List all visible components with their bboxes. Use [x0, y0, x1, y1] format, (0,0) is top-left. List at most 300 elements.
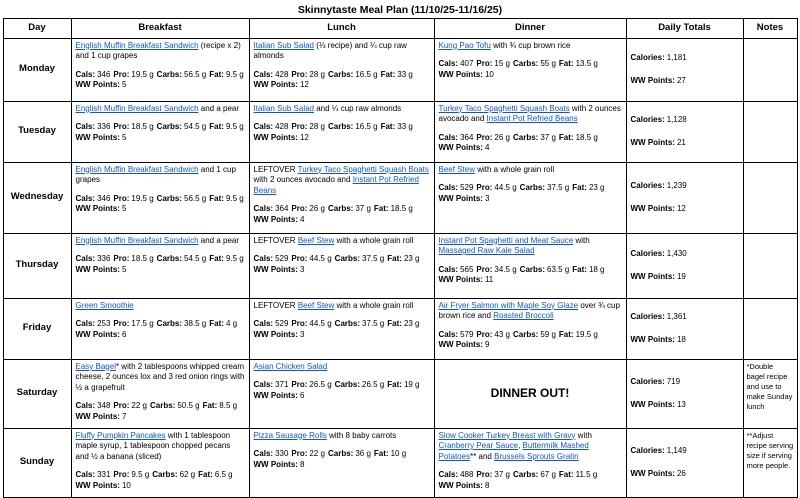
meal-description: [254, 104, 430, 115]
stat-value: 18.5 g: [131, 254, 154, 264]
meal-description: [439, 236, 622, 257]
day-cell: Wednesday: [3, 162, 71, 233]
meal-text: (recipe x 2) and 1 cup grapes: [75, 40, 241, 61]
stat-value: 18.5 g: [131, 122, 154, 132]
nutrition-stats: [76, 319, 245, 340]
stat-label: Cals:: [438, 329, 459, 339]
meal-description: [76, 236, 245, 247]
totals-value: 13: [676, 399, 686, 409]
stat-value: 8: [484, 480, 490, 490]
daily-totals-cell: [626, 428, 743, 497]
page-title: Skinnytaste Meal Plan (11/10/25-11/16/25): [297, 4, 503, 16]
breakfast-cell: [71, 359, 249, 428]
stat-label: Fat:: [558, 132, 574, 142]
recipe-link[interactable]: Fluffy Pumpkin Pancakes: [75, 430, 166, 440]
stat-label: WW Points:: [75, 411, 120, 421]
stat-value: 19.5 g: [575, 329, 598, 339]
stat-value: 17.5 g: [131, 319, 154, 329]
stat-label: Fat:: [387, 319, 402, 329]
stat-label: Carbs:: [519, 183, 546, 193]
stat-value: 37.5 g: [547, 183, 570, 193]
nutrition-stats: [254, 70, 430, 91]
stat-value: 54.5 g: [184, 254, 207, 264]
daily-totals-cell: [626, 359, 743, 428]
dinner-cell: [434, 101, 626, 162]
stat-label: Cals:: [75, 193, 96, 203]
stat-value: 28 g: [309, 69, 325, 79]
stat-label: Fat:: [572, 264, 587, 274]
stat-value: 12: [299, 80, 309, 90]
dinner-out-text: DINNER OUT!: [490, 385, 570, 400]
lunch-cell: [249, 359, 434, 428]
totals-value: 26: [676, 468, 686, 478]
lunch-cell: [249, 233, 434, 298]
stat-value: 19.5 g: [131, 69, 154, 79]
nutrition-stats: [76, 401, 245, 422]
stat-label: Pro:: [113, 401, 130, 411]
stat-label: WW Points:: [253, 214, 298, 224]
stat-value: 3: [299, 329, 305, 339]
stat-label: Carbs:: [328, 69, 354, 79]
daily-totals-cell: [626, 38, 743, 101]
stat-label: Fat:: [373, 449, 389, 459]
day-cell: Saturday: [3, 359, 71, 428]
totals-label: Calories:: [630, 180, 665, 190]
stat-label: WW Points:: [75, 480, 120, 490]
stat-label: Fat:: [209, 193, 224, 203]
totals-value: 1,430: [666, 248, 687, 258]
recipe-link[interactable]: Italian Sub Salad: [253, 103, 314, 113]
meal-text: with 8 baby carrots: [326, 430, 397, 440]
recipe-link[interactable]: Roasted Broccoli: [493, 311, 554, 321]
breakfast-cell: [71, 233, 249, 298]
stat-label: WW Points:: [253, 132, 298, 142]
stat-value: 565: [460, 264, 474, 274]
daily-totals-cell: [626, 101, 743, 162]
stat-value: 9.5 g: [131, 470, 150, 480]
stat-value: 18.5 g: [390, 204, 413, 214]
stat-label: Fat:: [380, 122, 396, 132]
recipe-link[interactable]: Kung Pao Tofu: [438, 40, 491, 50]
stat-label: Cals:: [253, 449, 274, 459]
stat-value: 26.5 g: [362, 380, 385, 390]
nutrition-stats: [254, 380, 430, 401]
table-row: [3, 233, 797, 298]
totals-value: 1,149: [666, 445, 687, 455]
recipe-link[interactable]: Slow Cooker Turkey Breast with Gravy: [438, 430, 576, 440]
stat-label: Cals:: [253, 204, 274, 214]
stat-label: Fat:: [558, 470, 574, 480]
day-cell: Monday: [3, 38, 71, 101]
recipe-link[interactable]: Asian Chicken Salad: [253, 361, 328, 371]
stat-value: 10 g: [390, 449, 407, 459]
stat-value: 5: [121, 264, 127, 274]
stat-label: Pro:: [291, 254, 308, 264]
stat-label: Cals:: [438, 470, 459, 480]
stat-value: 55 g: [540, 59, 556, 69]
nutrition-stats: [254, 204, 430, 225]
stat-value: 67 g: [540, 470, 556, 480]
recipe-link[interactable]: English Muffin Breakfast Sandwich: [75, 164, 199, 174]
stat-value: 10: [484, 69, 494, 79]
breakfast-cell: [71, 298, 249, 359]
lunch-cell: [249, 162, 434, 233]
stat-value: 364: [275, 204, 289, 214]
stat-label: Fat:: [202, 401, 218, 411]
stat-value: 26 g: [309, 204, 325, 214]
stat-value: 16.5 g: [355, 69, 378, 79]
nutrition-stats: [254, 254, 430, 275]
stat-label: WW Points:: [253, 264, 298, 274]
nutrition-stats: [439, 133, 622, 154]
meal-description: [76, 431, 245, 463]
breakfast-cell: [71, 162, 249, 233]
notes-cell: [743, 298, 797, 359]
recipe-link[interactable]: Air Fryer Salmon with Maple Soy Glaze: [438, 300, 579, 310]
meal-description: [439, 41, 622, 52]
stat-label: WW Points:: [75, 204, 120, 214]
meal-description: [254, 41, 430, 62]
stat-label: Carbs:: [156, 69, 183, 79]
stat-label: Carbs:: [334, 380, 361, 390]
stat-label: Fat:: [558, 59, 574, 69]
table-row: [3, 162, 797, 233]
stat-value: 336: [97, 122, 111, 132]
stat-value: 9: [484, 340, 490, 350]
nutrition-stats: [439, 183, 622, 204]
stat-label: Fat:: [198, 470, 213, 480]
meal-description: [254, 431, 430, 442]
meal-rows: [3, 38, 797, 497]
stat-label: Pro:: [291, 122, 308, 132]
totals-value: 719: [666, 376, 681, 386]
meal-description: [76, 104, 245, 115]
column-header-day: Day: [3, 19, 71, 39]
stat-value: 11: [484, 275, 494, 285]
day-cell: Sunday: [3, 428, 71, 497]
stat-label: Carbs:: [156, 193, 183, 203]
nutrition-stats: [439, 265, 622, 286]
stat-label: Carbs:: [513, 132, 539, 142]
stat-label: Pro:: [113, 254, 130, 264]
stat-label: WW Points:: [253, 80, 298, 90]
totals-label: Calories:: [630, 52, 665, 62]
stat-label: Fat:: [209, 122, 224, 132]
stat-value: 26 g: [494, 132, 510, 142]
stat-value: 56.5 g: [184, 69, 207, 79]
stat-label: Cals:: [438, 264, 459, 274]
stat-value: 9.5 g: [225, 193, 244, 203]
stat-value: 37 g: [494, 470, 510, 480]
meal-description: [254, 301, 430, 312]
stat-value: 18 g: [588, 264, 605, 274]
stat-value: 26.5 g: [309, 380, 332, 390]
recipe-link[interactable]: English Muffin Breakfast Sandwich: [75, 103, 199, 113]
stat-label: Pro:: [476, 183, 493, 193]
stat-value: 56.5 g: [184, 193, 207, 203]
nutrition-stats: [254, 319, 430, 340]
recipe-link[interactable]: Pizza Sausage Rolls: [253, 430, 327, 440]
dinner-cell: [434, 38, 626, 101]
nutrition-stats: [76, 122, 245, 143]
totals-value: 21: [676, 137, 686, 147]
totals-value: 18: [676, 334, 686, 344]
stat-value: 8: [299, 459, 305, 469]
meal-text: ,: [518, 441, 523, 451]
meal-description: [439, 165, 622, 176]
meal-description: [254, 236, 430, 247]
stat-label: Fat:: [387, 380, 402, 390]
stat-label: Carbs:: [152, 470, 178, 480]
stat-label: Pro:: [476, 329, 493, 339]
nutrition-stats: [439, 330, 622, 351]
day-cell: Friday: [3, 298, 71, 359]
meal-text: with a whole grain roll: [474, 164, 555, 174]
dinner-cell: [434, 428, 626, 497]
stat-value: 346: [97, 193, 111, 203]
stat-value: 11.5 g: [575, 470, 598, 480]
recipe-link[interactable]: Cranberry Pear Sauce: [438, 441, 519, 451]
stat-value: 63.5 g: [547, 264, 570, 274]
stat-label: Pro:: [291, 69, 308, 79]
recipe-link[interactable]: English Muffin Breakfast Sandwich: [75, 235, 199, 245]
stat-label: Carbs:: [150, 401, 176, 411]
stat-label: Pro:: [476, 264, 493, 274]
stat-label: Pro:: [291, 449, 308, 459]
stat-value: 330: [275, 449, 289, 459]
stat-value: 9.5 g: [225, 122, 244, 132]
stat-value: 9.5 g: [225, 69, 244, 79]
meal-text: * with 2 tablespoons whipped cream cheese, 2 ounces lox and 3 red onion rings with ½ a grapefruit: [75, 361, 245, 392]
recipe-link[interactable]: Beef Stew: [297, 300, 335, 310]
notes-cell: [743, 101, 797, 162]
column-header-dinner: Dinner: [434, 19, 626, 39]
stat-label: Pro:: [476, 132, 493, 142]
stat-label: Pro:: [476, 59, 493, 69]
stat-value: 3: [299, 264, 305, 274]
header-row: [3, 19, 797, 39]
stat-label: Carbs:: [328, 204, 354, 214]
stat-label: Cals:: [253, 319, 274, 329]
stat-value: 18.5 g: [575, 132, 598, 142]
meal-text: over ¾ cup brown rice and: [438, 300, 620, 321]
totals-value: 12: [676, 203, 686, 213]
stat-label: Cals:: [438, 183, 459, 193]
stat-label: WW Points:: [438, 275, 483, 285]
stat-value: 6.5 g: [214, 470, 233, 480]
recipe-link[interactable]: Beef Stew: [297, 235, 335, 245]
stat-label: Cals:: [253, 380, 274, 390]
stat-label: Carbs:: [328, 449, 354, 459]
daily-totals-cell: [626, 233, 743, 298]
stat-value: 529: [460, 183, 474, 193]
stat-label: Cals:: [75, 319, 96, 329]
stat-label: Cals:: [253, 122, 274, 132]
stat-label: Carbs:: [156, 319, 183, 329]
stat-value: 407: [460, 59, 474, 69]
stat-label: Pro:: [113, 193, 130, 203]
stat-label: WW Points:: [438, 480, 483, 490]
recipe-link[interactable]: Easy Bagel: [75, 361, 116, 371]
stat-label: Carbs:: [156, 122, 183, 132]
stat-value: 54.5 g: [184, 122, 207, 132]
recipe-link[interactable]: Instant Pot Refried Beans: [486, 114, 578, 124]
stat-label: WW Points:: [75, 80, 120, 90]
daily-totals-cell: [626, 298, 743, 359]
dinner-cell: [434, 162, 626, 233]
recipe-link[interactable]: Beef Stew: [438, 164, 475, 174]
stat-label: Carbs:: [513, 59, 539, 69]
meal-description: [254, 362, 430, 373]
stat-value: 43 g: [494, 329, 510, 339]
stat-label: WW Points:: [75, 329, 120, 339]
recipe-link[interactable]: Turkey Taco Spaghetti Squash Boats: [438, 103, 570, 113]
recipe-link[interactable]: Massaged Raw Kale Salad: [438, 246, 535, 256]
totals-value: 1,181: [666, 52, 687, 62]
stat-label: Fat:: [209, 319, 224, 329]
notes-cell: **Adjust recipe serving size if serving more people.: [743, 428, 797, 497]
stat-value: 36 g: [355, 449, 371, 459]
stat-value: 34.5 g: [494, 264, 517, 274]
meal-description: [439, 431, 622, 463]
stat-label: Fat:: [209, 254, 224, 264]
meal-description: [76, 165, 245, 186]
stat-value: 38.5 g: [184, 319, 207, 329]
stat-value: 5: [121, 80, 127, 90]
stat-value: 8.5 g: [219, 401, 238, 411]
nutrition-stats: [76, 194, 245, 215]
stat-value: 5: [121, 132, 127, 142]
stat-label: WW Points:: [438, 340, 483, 350]
table-row: [3, 428, 797, 497]
meal-description: [439, 104, 622, 125]
stat-value: 50.5 g: [177, 401, 200, 411]
meal-text: and a pear: [198, 103, 240, 113]
stat-label: Carbs:: [513, 470, 539, 480]
stat-value: 348: [97, 401, 111, 411]
stat-label: Fat:: [209, 69, 224, 79]
lunch-cell: [249, 38, 434, 101]
stat-label: Carbs:: [328, 122, 354, 132]
dinner-cell: [434, 233, 626, 298]
stat-label: Pro:: [113, 122, 130, 132]
stat-value: 529: [275, 254, 289, 264]
totals-label: Calories:: [630, 311, 665, 321]
meal-description: [76, 362, 245, 394]
totals-label: WW Points:: [630, 334, 675, 344]
column-header-lunch: Lunch: [249, 19, 434, 39]
nutrition-stats: [76, 254, 245, 275]
recipe-link[interactable]: Instant Pot Refried Beans: [253, 175, 419, 195]
stat-value: 428: [275, 122, 289, 132]
stat-value: 336: [97, 254, 111, 264]
stat-label: Carbs:: [334, 319, 361, 329]
nutrition-stats: [76, 470, 245, 491]
stat-label: Carbs:: [156, 254, 183, 264]
recipe-link[interactable]: English Muffin Breakfast Sandwich: [75, 40, 199, 50]
stat-value: 33 g: [397, 122, 413, 132]
meal-plan-table: [3, 18, 798, 498]
totals-label: WW Points:: [630, 399, 675, 409]
stat-value: 28 g: [309, 122, 325, 132]
stat-label: WW Points:: [253, 459, 298, 469]
table-row: [3, 101, 797, 162]
meal-text: LEFTOVER: [253, 235, 298, 245]
stat-value: 44.5 g: [309, 319, 332, 329]
stat-value: 253: [97, 319, 111, 329]
stat-label: Cals:: [75, 254, 96, 264]
stat-label: WW Points:: [438, 69, 483, 79]
totals-value: 27: [676, 75, 686, 85]
stat-value: 37 g: [540, 132, 556, 142]
nutrition-stats: [254, 122, 430, 143]
totals-value: 19: [676, 271, 686, 281]
nutrition-stats: [254, 449, 430, 470]
stat-value: 15 g: [494, 59, 510, 69]
stat-value: 579: [460, 329, 474, 339]
stat-label: Pro:: [291, 380, 308, 390]
stat-value: 22 g: [131, 401, 147, 411]
totals-label: WW Points:: [630, 137, 675, 147]
stat-label: Cals:: [75, 401, 96, 411]
stat-label: Pro:: [291, 319, 308, 329]
meal-description: [76, 301, 245, 312]
table-row: [3, 359, 797, 428]
breakfast-cell: [71, 428, 249, 497]
recipe-link[interactable]: Italian Sub Salad: [253, 40, 314, 50]
stat-value: 9.5 g: [225, 254, 244, 264]
stat-value: 37.5 g: [362, 254, 385, 264]
stat-value: 23 g: [403, 319, 420, 329]
table-row: [3, 298, 797, 359]
stat-label: WW Points:: [253, 390, 298, 400]
meal-text: ** and: [470, 451, 495, 461]
recipe-link[interactable]: Brussels Sprouts Gratin: [494, 451, 579, 461]
stat-value: 23 g: [588, 183, 605, 193]
meal-text: with 2 ounces avocado and: [253, 175, 353, 185]
stat-value: 371: [275, 380, 289, 390]
stat-value: 37 g: [355, 204, 371, 214]
table-row: [3, 38, 797, 101]
meal-text: with: [573, 235, 590, 245]
meal-text: and ¼ cup raw almonds: [314, 103, 402, 113]
day-cell: Thursday: [3, 233, 71, 298]
stat-value: 7: [121, 411, 127, 421]
stat-value: 331: [97, 470, 111, 480]
meal-text: with 2 ounces avocado and: [438, 103, 621, 124]
notes-cell: [743, 38, 797, 101]
stat-value: 59 g: [540, 329, 556, 339]
stat-label: Pro:: [476, 470, 493, 480]
recipe-link[interactable]: Instant Pot Spaghetti and Meat Sauce: [438, 235, 574, 245]
stat-value: 529: [275, 319, 289, 329]
stat-label: Fat:: [373, 204, 389, 214]
totals-label: Calories:: [630, 114, 665, 124]
recipe-link[interactable]: Green Smoothie: [75, 300, 134, 310]
stat-value: 10: [121, 480, 131, 490]
lunch-cell: [249, 101, 434, 162]
recipe-link[interactable]: Buttermilk Mashed Potatoes: [438, 441, 589, 461]
stat-label: Cals:: [75, 122, 96, 132]
recipe-link[interactable]: Turkey Taco Spaghetti Squash Boats: [297, 164, 429, 174]
stat-value: 23 g: [403, 254, 420, 264]
meal-text: with a whole grain roll: [334, 300, 414, 310]
meal-text: with a whole grain roll: [334, 235, 414, 245]
stat-value: 62 g: [179, 470, 196, 480]
stat-label: Fat:: [558, 329, 574, 339]
totals-label: WW Points:: [630, 75, 675, 85]
stat-label: Cals:: [438, 132, 459, 142]
